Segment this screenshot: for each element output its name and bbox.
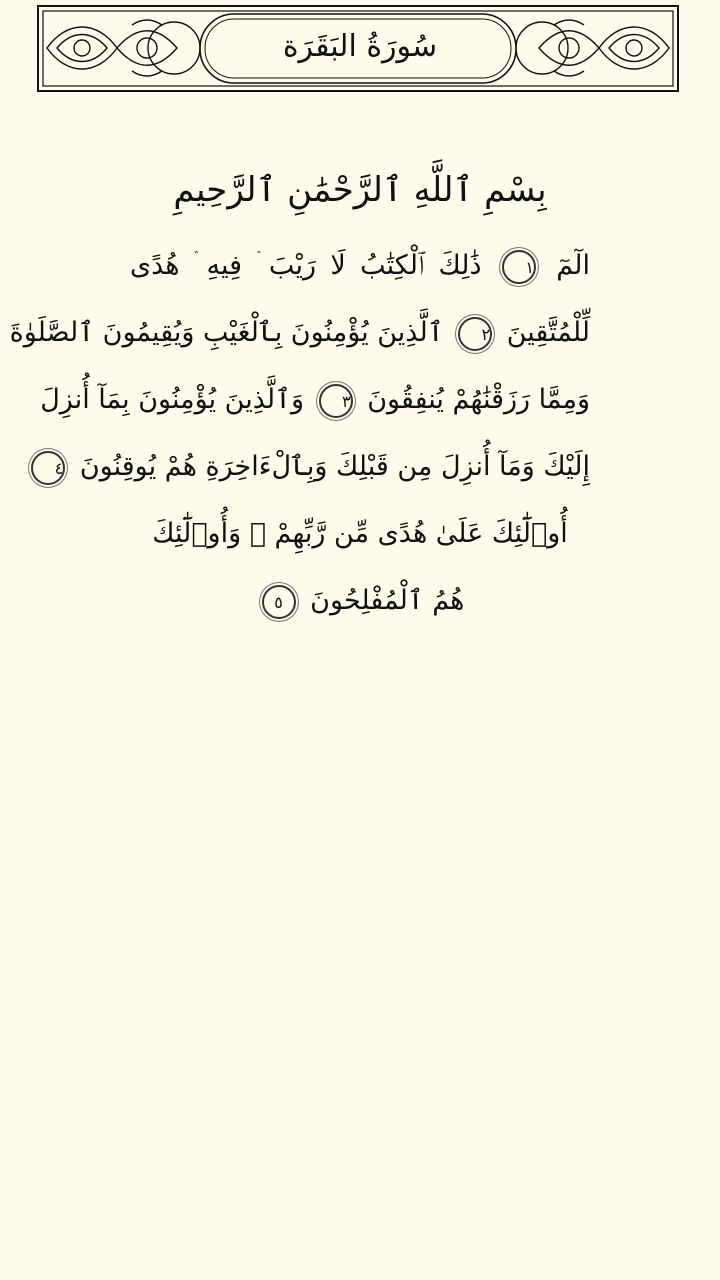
verse-text: ٱلَّذِينَ يُؤْمِنُونَ بِٱلْغَيْبِ وَيُقِيمُونَ ٱلصَّلَوٰةَ [9,317,444,348]
ayah-number-marker[interactable]: ٣ [319,384,353,418]
ayah-number-marker[interactable]: ١ [502,250,536,284]
verse-text: وَٱلَّذِينَ يُؤْمِنُونَ بِمَآ أُنزِلَ [40,384,304,415]
verse-line-5 [130,500,590,567]
verses-block [9,232,590,634]
ayah-number-marker[interactable]: ٤ [31,451,65,485]
basmala: بِسْمِ ٱللَّهِ ٱلرَّحْمَٰنِ ٱلرَّحِيمِ [173,170,547,210]
verse-line-4 [54,433,590,500]
verse-text: أُو۟لَٰٓئِكَ عَلَىٰ هُدًى مِّن رَّبِّهِمْ ۖ وَأُو۟لَٰٓئِكَ [152,518,568,549]
verse-text: ذَٰلِكَ ٱلْكِتَٰبُ لَا رَيْبَ ۛ فِيهِ ۛ هُدًى [130,250,482,281]
surah-title: سُورَةُ البَقَرَة [282,29,438,64]
verse-text: وَمِمَّا رَزَقْنَٰهُمْ يُنفِقُونَ [367,384,590,415]
verse-text: إِلَيْكَ وَمَآ أُنزِلَ مِن قَبْلِكَ وَبِٱلْءَاخِرَةِ هُمْ يُوقِنُونَ [79,451,590,482]
ayah-number-marker[interactable]: ٢ [458,317,492,351]
ayah-number-marker[interactable]: ٥ [262,585,296,619]
verse-text: لِّلْمُتَّقِينَ [506,317,590,348]
verse-text: هُمُ ٱلْمُفْلِحُونَ [310,585,465,616]
verse-line-3 [40,366,590,433]
verse-line-1 [130,232,590,299]
verse-line-6 [130,567,590,634]
verse-line-2 [9,299,590,366]
verse-text: الٓمٓ [556,250,590,281]
